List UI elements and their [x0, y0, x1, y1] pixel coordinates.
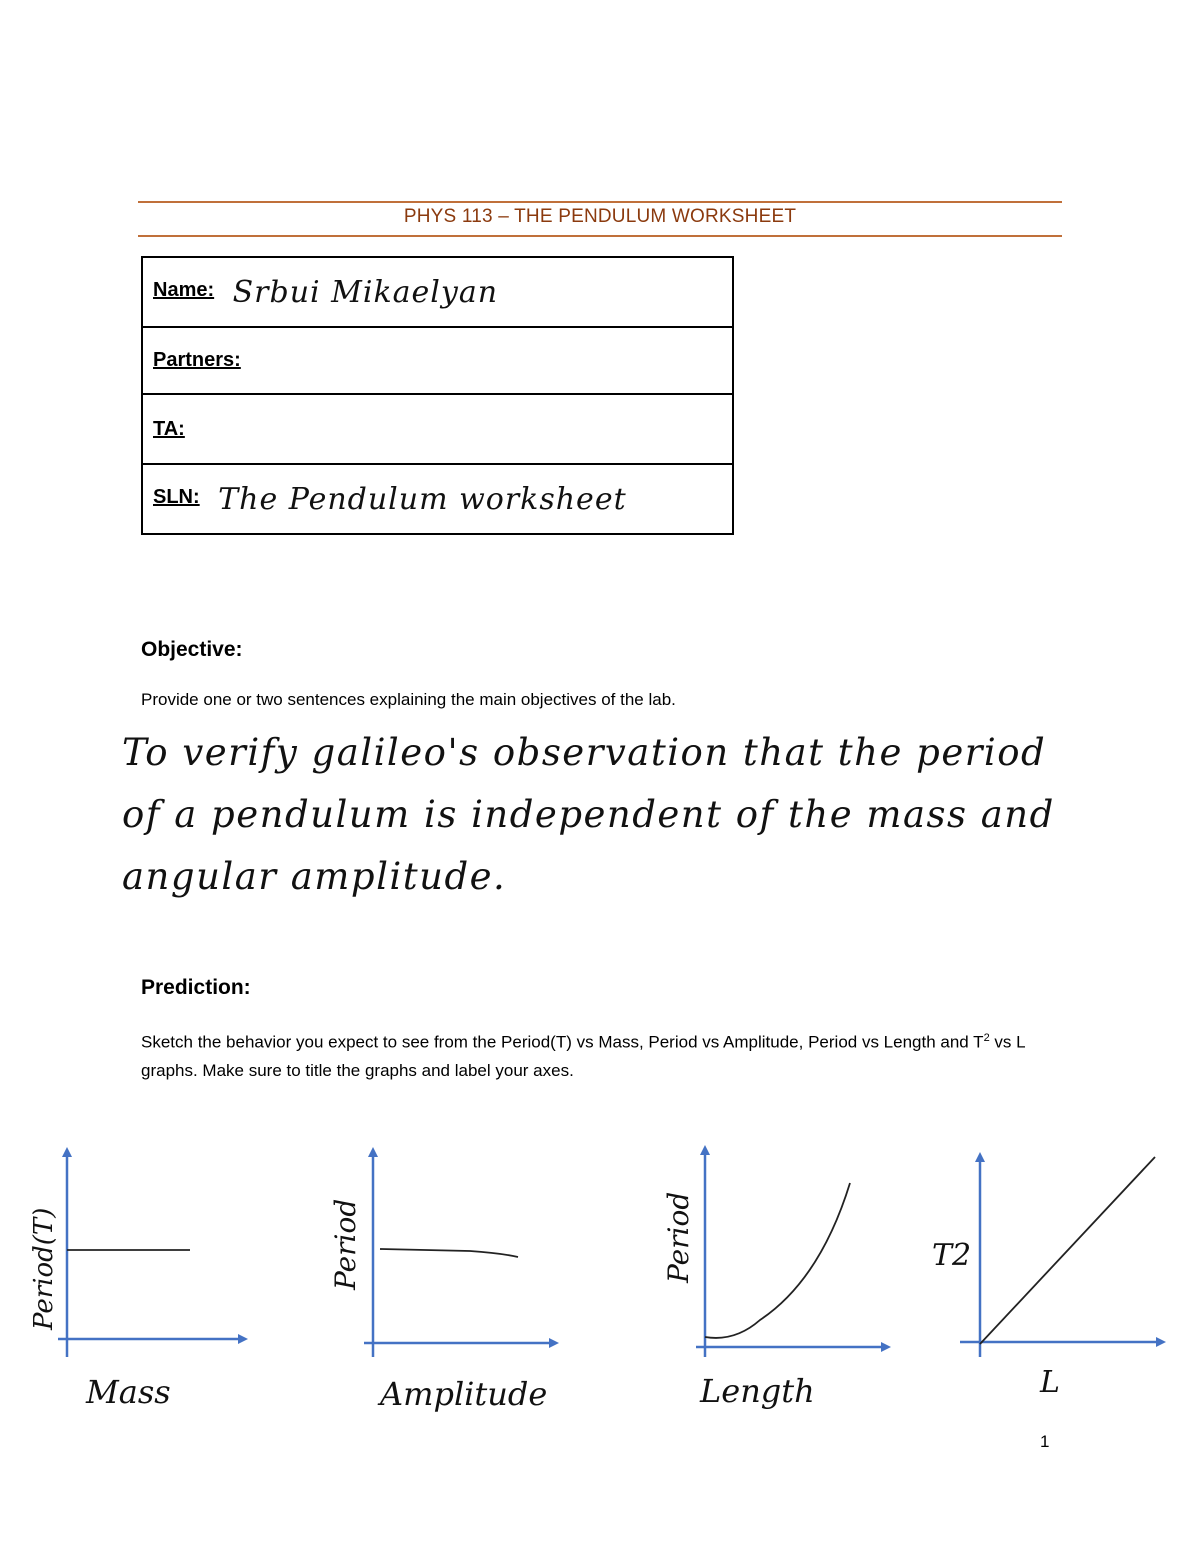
sketch-period-vs-amplitude: [329, 1150, 556, 1413]
prediction-prompt: [141, 1024, 1071, 1085]
ta-row: [142, 394, 733, 464]
name-cell[interactable]: [142, 257, 733, 327]
y-axis-label: T2: [932, 1238, 972, 1273]
sketch-period-vs-mass: [29, 1150, 245, 1411]
linear-curve: [980, 1157, 1155, 1344]
sketch-period-vs-length: [662, 1148, 888, 1410]
prediction-heading: Prediction:: [141, 976, 251, 999]
sln-value: The Pendulum worksheet: [218, 481, 627, 517]
name-row: [142, 257, 733, 327]
objective-prompt: Provide one or two sentences explaining the main objectives of the lab.: [141, 690, 676, 709]
sln-cell[interactable]: [142, 464, 733, 534]
header-top-rule: [138, 201, 1062, 203]
x-axis-label: Amplitude: [380, 1375, 548, 1413]
x-axis-label: Length: [700, 1372, 815, 1410]
y-axis-label: Period(T): [29, 1207, 59, 1330]
partners-label: Partners:: [153, 349, 241, 371]
sln-label: SLN:: [153, 486, 200, 509]
page-title: PHYS 113 – THE PENDULUM WORKSHEET: [403, 206, 797, 227]
sln-row: [142, 464, 733, 534]
objective-heading: Objective:: [141, 638, 243, 661]
increasing-curve: [705, 1183, 850, 1338]
prediction-sketches: [0, 1140, 1200, 1450]
ta-cell[interactable]: [142, 394, 733, 464]
prediction-prompt-part2: vs L graphs. Make sure to title the graphs and label your axes.: [141, 1032, 1025, 1080]
sketch-t2-vs-l: [932, 1155, 1163, 1400]
prediction-prompt-part1: Sketch the behavior you expect to see from the Period(T) vs Mass, Period vs Amplitude, Period vs Length and T: [141, 1032, 984, 1052]
header-bottom-rule: [138, 235, 1062, 237]
partners-cell[interactable]: [142, 327, 733, 394]
prediction-prompt-superscript: 2: [983, 1032, 990, 1044]
student-info-table: [141, 256, 734, 535]
flat-curve: [380, 1249, 518, 1257]
page-number: 1: [1040, 1432, 1050, 1451]
y-axis-label: Period: [329, 1198, 362, 1290]
name-value: Srbui Mikaelyan: [232, 274, 499, 310]
partners-row: [142, 327, 733, 394]
x-axis-label: Mass: [86, 1373, 171, 1411]
name-label: Name:: [153, 279, 215, 302]
y-axis-label: Period: [662, 1191, 695, 1283]
ta-label: TA:: [153, 417, 185, 440]
x-axis-label: L: [1040, 1365, 1060, 1400]
objective-answer: To verify galileo's observation that the period of a pendulum is independent of the mass and angular amplitude.: [122, 731, 1055, 898]
